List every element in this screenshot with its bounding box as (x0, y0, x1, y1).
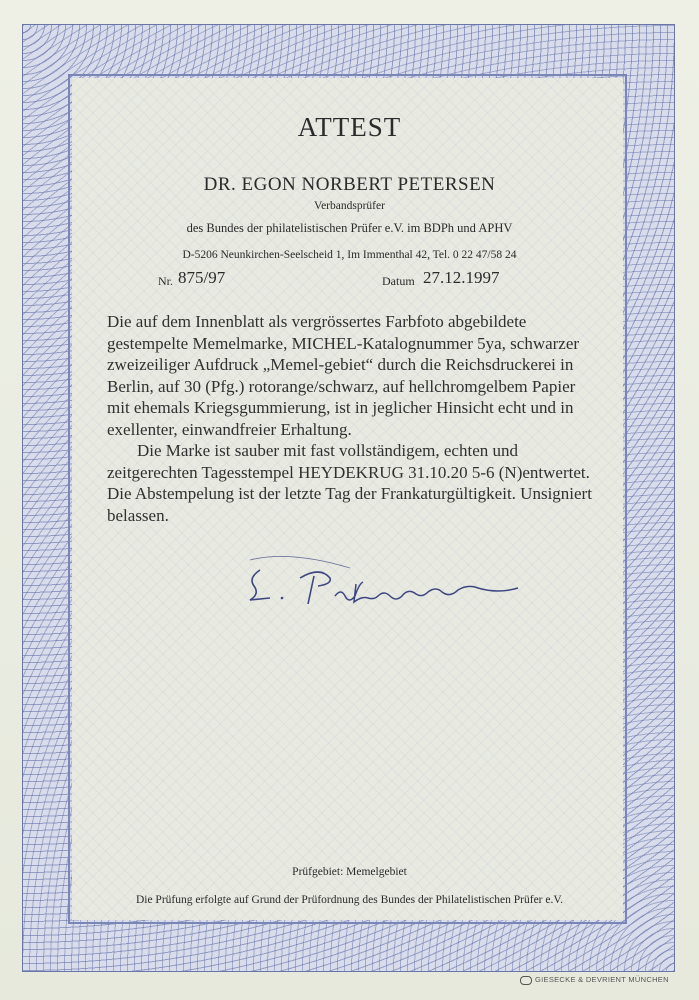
printer-name: GIESECKE & DEVRIENT MÜNCHEN (535, 975, 669, 984)
certificate-title: ATTEST (297, 112, 402, 142)
examiner-name: DR. EGON NORBERT PETERSEN (203, 174, 496, 195)
printer-logo-icon (520, 976, 532, 985)
certificate-number-label: Nr. (158, 274, 173, 288)
examiner-address: D-5206 Neunkirchen-Seelscheid 1, Im Immenthal 42, Tel. 0 22 47/58 24 (182, 249, 517, 261)
printer-imprint (520, 975, 669, 985)
certificate-date: 27.12.1997 (423, 268, 500, 287)
handwritten-signature (230, 548, 560, 618)
certificate-paragraph-1: Die auf dem Innenblatt als vergrössertes Farbfoto abgebildete gestempelte Memelmarke, MICHEL-Katalognummer 5ya, schwarzer zweizeiliger Aufdruck „Memel-gebiet“ durch die Reichsdruckerei in Berlin, auf 30 (Pfg.) rotorange/schwarz, auf hellchromgelbem Papier mit ehemals Kriegsgummierung, ist in jeglicher Hinsicht echt und in exellenter, einwandfreier Erhaltung. (107, 312, 580, 439)
certificate-number: 875/97 (178, 268, 226, 287)
certificate-text (107, 311, 593, 526)
examiner-organization: des Bundes der philatelistischen Prüfer e.V. im BDPh und APHV (186, 221, 513, 235)
examination-statement: Die Prüfung erfolgte auf Grund der Prüfordnung des Bundes der Philatelistischen Prüfer e.V. (135, 894, 564, 906)
date-label: Datum (382, 274, 415, 288)
examiner-role: Verbandsprüfer (314, 200, 385, 212)
examination-area: Prüfgebiet: Memelgebiet (292, 866, 407, 878)
certificate-paragraph-2: Die Marke ist sauber mit fast vollständigem, echten und zeitgerechten Tagesstempel HEYDEKRUG 31.10.20 5-6 (N)entwertet. Die Abstempelung ist der letzte Tag der Frankaturgültigkeit. Unsigniert belassen. (107, 441, 592, 525)
